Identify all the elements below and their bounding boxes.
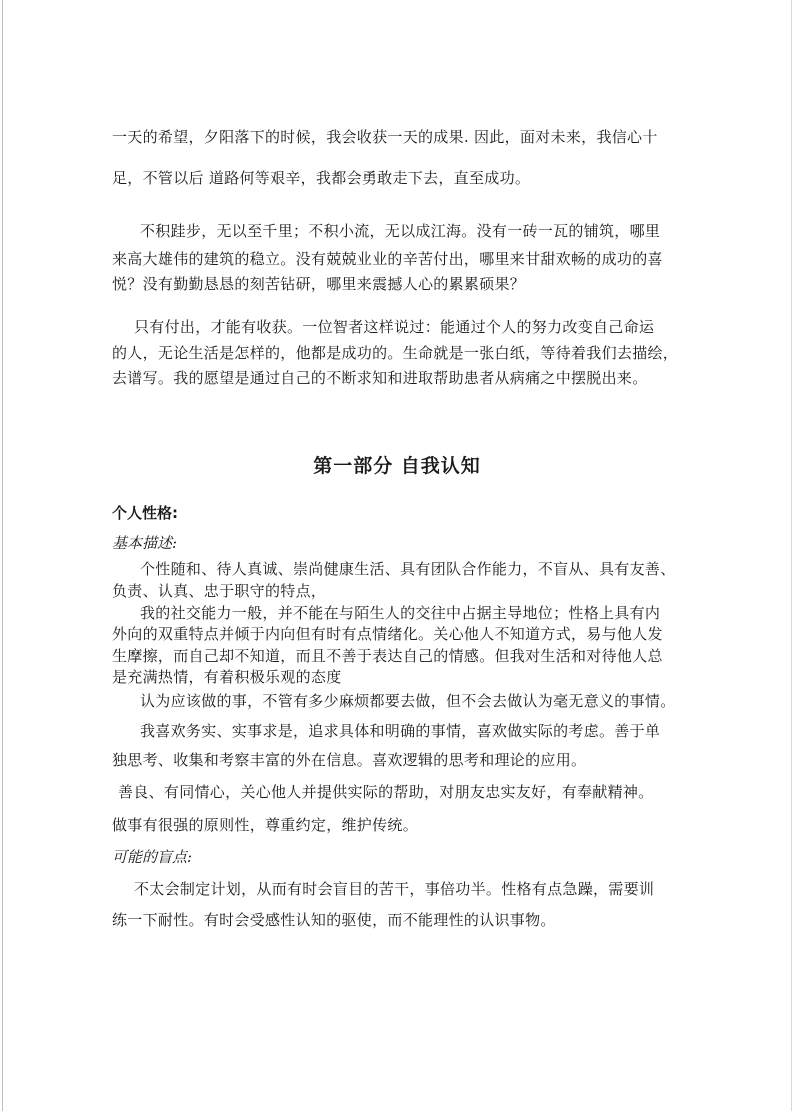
personality-heading: 个人性格: (112, 504, 178, 522)
basic-description-label: 基本描述: (112, 534, 178, 552)
intro-line: 一天的希望，夕阳落下的时候，我会收获一天的成果. 因此，面对未来，我信心十 (112, 128, 658, 146)
intro-line: 不积跬步，无以至千里；不积小流，无以成江海。没有一砖一瓦的铺筑，哪里 (140, 222, 661, 240)
basic-line: 我的社交能力一般，并不能在与陌生人的交往中占据主导地位；性格上具有内 (140, 604, 661, 622)
basic-line: 负责、认真、忠于职守的特点， (112, 582, 327, 600)
blind-line: 不太会制定计划，从而有时会盲目的苦干，事倍功半。性格有点急躁，需要训 (134, 880, 655, 898)
basic-line: 做事有很强的原则性，尊重约定，维护传统。 (112, 816, 419, 834)
section-title: 第一部分 自我认知 (313, 455, 481, 477)
basic-line: 认为应该做的事，不管有多少麻烦都要去做，但不会去做认为毫无意义的事情。 (140, 692, 676, 710)
intro-line: 足，不管以后 道路何等艰辛，我都会勇敢走下去，直至成功。 (112, 169, 531, 187)
basic-line: 是充满热情，有着积极乐观的态度 (112, 668, 342, 686)
intro-line: 的人，无论生活是怎样的，他都是成功的。生命就是一张白纸，等待着我们去描绘， (112, 344, 679, 362)
blind-spots-label: 可能的盲点: (112, 848, 193, 866)
basic-line: 生摩擦，而自己却不知道，而且不善于表达自己的情感。但我对生活和对待他人总 (112, 647, 663, 665)
basic-line: 我喜欢务实、实事求是，追求具体和明确的事情，喜欢做实际的考虑。善于单 (140, 722, 661, 740)
intro-line: 只有付出，才能有收获。一位智者这样说过：能通过个人的努力改变自己命运 (134, 318, 655, 336)
page-edge (791, 0, 792, 1111)
intro-line: 悦？没有勤勤恳恳的刻苦钻研，哪里来震撼人心的累累硕果？ (112, 275, 526, 293)
basic-line: 善良、有同情心，关心他人并提供实际的帮助，对朋友忠实友好，有奉献精神。 (118, 783, 654, 801)
basic-line: 个性随和、待人真诚、崇尚健康生活、具有团队合作能力，不盲从、具有友善、 (140, 560, 676, 578)
intro-line: 来高大雄伟的建筑的稳立。没有兢兢业业的辛苦付出，哪里来甘甜欢畅的成功的喜 (112, 250, 663, 268)
basic-line: 外向的双重特点并倾于内向但有时有点情绪化。关心他人不知道方式，易与他人发 (112, 625, 663, 643)
page-edge (2, 0, 3, 1111)
intro-line: 去谱写。我的愿望是通过自己的不断求知和进取帮助患者从病痛之中摆脱出来。 (112, 369, 648, 387)
blind-line: 练一下耐性。有时会受感性认知的驱使，而不能理性的认识事物。 (112, 911, 556, 929)
basic-line: 独思考、收集和考察丰富的外在信息。喜欢逻辑的思考和理论的应用。 (112, 751, 587, 769)
